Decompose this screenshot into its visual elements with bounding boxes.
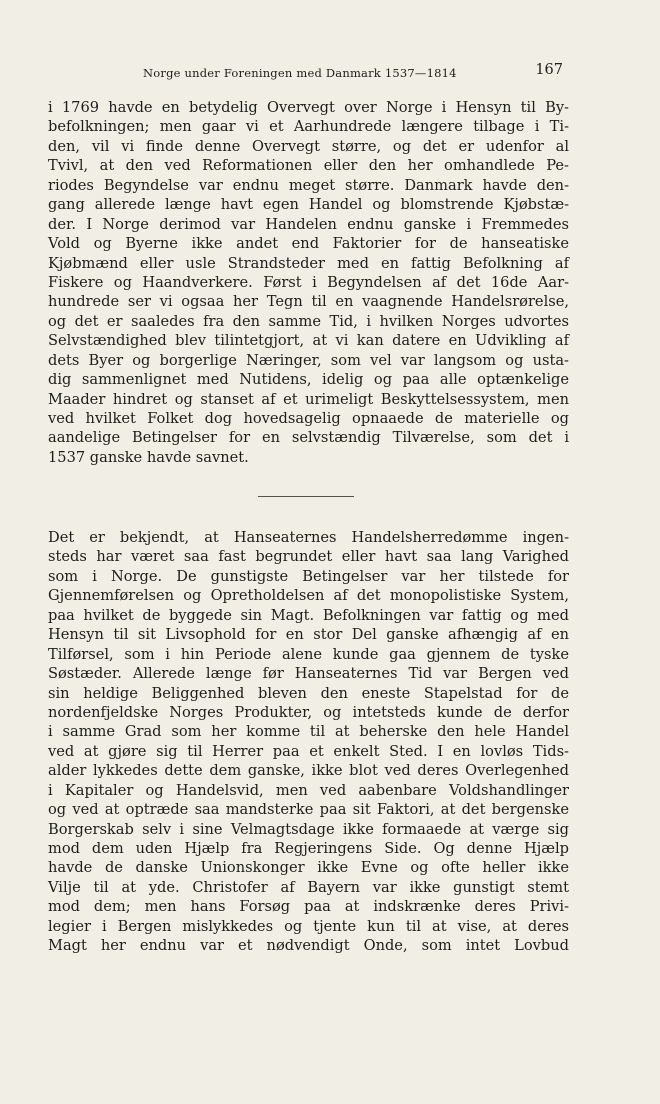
text-line: dets Byer og borgerlige Næringer, som vel var langsom og usta- <box>48 351 569 369</box>
text-line: Gjennemførelsen og Opretholdelsen af det monopolistiske System, <box>48 587 569 605</box>
text-line: og ved at optræde saa mandsterke paa sit Faktori, at det bergenske <box>48 801 569 819</box>
text-line: ved hvilket Folket dog hovedsagelig opnaaede de materielle og <box>48 410 569 427</box>
running-header <box>143 62 563 84</box>
text-line: sin heldige Beliggenhed bleven den eneste Stapelstad for de <box>48 684 569 702</box>
text-line: Vilje til at yde. Christofer af Bayern var ikke gunstigt stemt <box>48 878 569 896</box>
text-line: den, vil vi finde denne Overvegt større, og det er udenfor al <box>48 137 569 155</box>
paragraph-continued <box>48 98 569 467</box>
section-divider <box>258 496 354 497</box>
text-line: alder lykkedes dette dem ganske, ikke blot ved deres Overlegenhed <box>48 762 569 780</box>
text-line: 1537 ganske havde savnet. <box>48 448 249 466</box>
text-line: steds har været saa fast begrundet eller havt saa lang Varighed <box>48 548 569 566</box>
text-line: Fiskere og Haandverkere. Først i Begyndelsen af det 16de Aar- <box>48 273 569 291</box>
text-line: mod dem; men hans Forsøg paa at indskrænke deres Privi- <box>48 898 569 916</box>
text-line: som i Norge. De gunstigste Betingelser var her tilstede for <box>48 567 569 585</box>
text-line: i 1769 havde en betydelig Overvegt over Norge i Hensyn til By- <box>48 99 569 116</box>
text-line: gang allerede længe havt egen Handel og blomstrende Kjøbstæ- <box>48 196 569 214</box>
text-line: aandelige Betingelser for en selvstændig Tilværelse, som det i <box>48 429 569 447</box>
paragraph-hanseatic <box>48 528 569 956</box>
text-line: riodes Begyndelse var endnu meget større. Danmark havde den- <box>48 176 569 194</box>
text-line: i samme Grad som her komme til at beherske den hele Handel <box>48 723 569 741</box>
text-line: Borgerskab selv i sine Velmagtsdage ikke formaaede at værge sig <box>48 820 569 838</box>
text-line: og det er saaledes fra den samme Tid, i hvilken Norges udvortes <box>48 312 569 330</box>
text-line: Magt her endnu var et nødvendigt Onde, som intet Lovbud <box>48 937 569 955</box>
running-title: Norge under Foreningen med Danmark 1537—1814 <box>143 66 457 80</box>
text-line: Selvstændighed blev tilintetgjort, at vi kan datere en Udvikling af <box>48 332 569 350</box>
text-line: legier i Bergen mislykkedes og tjente kun til at vise, at deres <box>48 917 569 935</box>
text-line: mod dem uden Hjælp fra Regjeringens Side. Og denne Hjælp <box>48 840 569 857</box>
text-line: der. I Norge derimod var Handelen endnu ganske i Fremmedes <box>48 215 569 233</box>
page-number: 167 <box>535 62 563 78</box>
text-line: befolkningen; men gaar vi et Aarhundrede længere tilbage i Ti- <box>48 118 569 136</box>
text-line: paa hvilket de byggede sin Magt. Befolkningen var fattig og med <box>48 606 569 624</box>
text-line: Kjøbmænd eller usle Strandsteder med en fattig Befolkning af <box>48 254 569 272</box>
text-line: nordenfjeldske Norges Produkter, og intetsteds kunde de derfor <box>48 703 569 721</box>
text-line: ved at gjøre sig til Herrer paa et enkelt Sted. I en lovløs Tids- <box>48 742 569 760</box>
text-line: hundrede ser vi ogsaa her Tegn til en vaagnende Handelsrørelse, <box>48 293 569 311</box>
text-line: Det er bekjendt, at Hanseaternes Handelsherredømme ingen- <box>48 529 569 546</box>
text-line: havde de danske Unionskonger ikke Evne og ofte heller ikke <box>48 859 569 877</box>
text-line: Vold og Byerne ikke andet end Faktorier for de hanseatiske <box>48 235 569 253</box>
text-line: i Kapitaler og Handelsvid, men ved aabenbare Voldshandlinger <box>48 781 569 799</box>
text-line: dig sammenlignet med Nutidens, idelig og paa alle optænkelige <box>48 371 569 389</box>
text-line: Hensyn til sit Livsophold for en stor Del ganske afhængig af en <box>48 626 569 644</box>
text-line: Søstæder. Allerede længe før Hanseaternes Tid var Bergen ved <box>48 665 569 683</box>
text-line: Maader hindret og stanset af et urimeligt Beskyttelsessystem, men <box>48 390 569 408</box>
text-line: Tilførsel, som i hin Periode alene kunde gaa gjennem de tyske <box>48 645 569 663</box>
text-line: Tvivl, at den ved Reformationen eller den her omhandlede Pe- <box>48 157 569 175</box>
